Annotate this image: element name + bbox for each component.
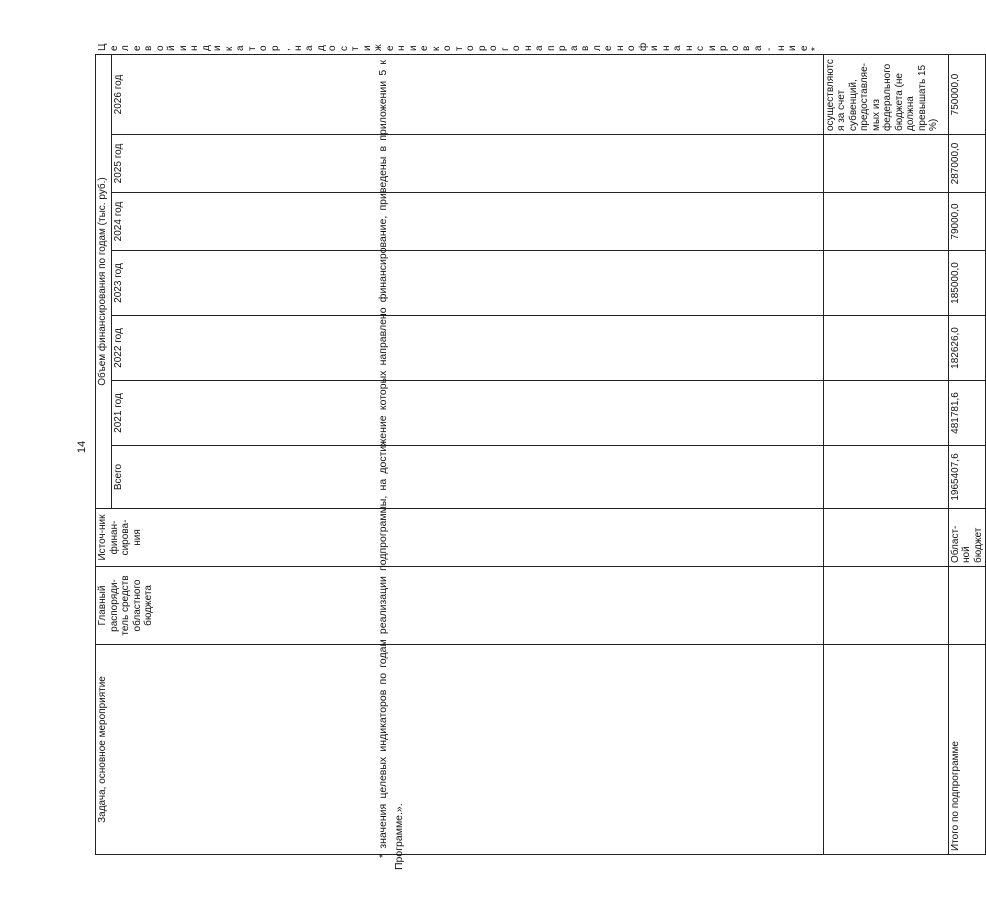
total-row-2021: 481781,6: [948, 381, 986, 446]
table-row: [823, 55, 948, 855]
cell-empty: [823, 567, 948, 645]
cell-empty: [823, 193, 948, 251]
header-total: Всего: [112, 446, 824, 509]
total-row-2023: 185000,0: [948, 251, 986, 316]
total-row-source: Област-ной бюджет: [948, 509, 986, 567]
header-year-2021: 2021 год: [112, 381, 824, 446]
footnote-text: * значения целевых индикаторов по годам реализации подпрограммы, на достижение которых направлено финансирование, приведены в приложении 5 к Программе.».: [377, 60, 406, 870]
table-row-total: [948, 55, 986, 855]
cell-empty: [823, 509, 948, 567]
header-volume-group: Объем финансирования по годам (тыс. руб.): [96, 55, 112, 509]
cell-empty: [823, 135, 948, 193]
cell-empty: [823, 645, 948, 855]
header-year-2024: 2024 год: [112, 193, 824, 251]
total-row-2022: 182626,0: [948, 316, 986, 381]
footnote: [375, 60, 405, 870]
cell-empty: [823, 446, 948, 509]
header-year-2025: 2025 год: [112, 135, 824, 193]
header-year-2023: 2023 год: [112, 251, 824, 316]
total-row-2025: 287000,0: [948, 135, 986, 193]
total-row-2026: 750000,0: [948, 55, 986, 135]
header-source: Источ-ник финан-сирова-ния: [96, 509, 824, 567]
total-row-label: Итого по подпрограмме: [948, 645, 986, 855]
cell-empty: [823, 251, 948, 316]
header-year-2022: 2022 год: [112, 316, 824, 381]
header-row-1: Задача, основное мероприятие Главный распоряди-тель средств областного бюджета Источ-ник финан-сирова-ния Объем финансирования по годам (тыс. руб.) Целевой индикатор, на достижение которого направлено финансирова-ние*: [96, 55, 112, 855]
financing-table: [95, 42, 986, 855]
header-task: Задача, основное мероприятие: [96, 645, 824, 855]
total-row-2024: 79000,0: [948, 193, 986, 251]
indicator-note: осуществляются за счет субвенций, предоставляе-мых из федерального бюджета (не должна превышать 15 %): [823, 55, 948, 135]
header-manager: Главный распоряди-тель средств областного бюджета: [96, 567, 824, 645]
cell-empty: [823, 381, 948, 446]
page-number: 14: [76, 440, 88, 454]
cell-empty: [948, 567, 986, 645]
total-row-sum: 1965407,6: [948, 446, 986, 509]
cell-empty: [823, 316, 948, 381]
header-year-2026: 2026 год: [112, 55, 824, 135]
